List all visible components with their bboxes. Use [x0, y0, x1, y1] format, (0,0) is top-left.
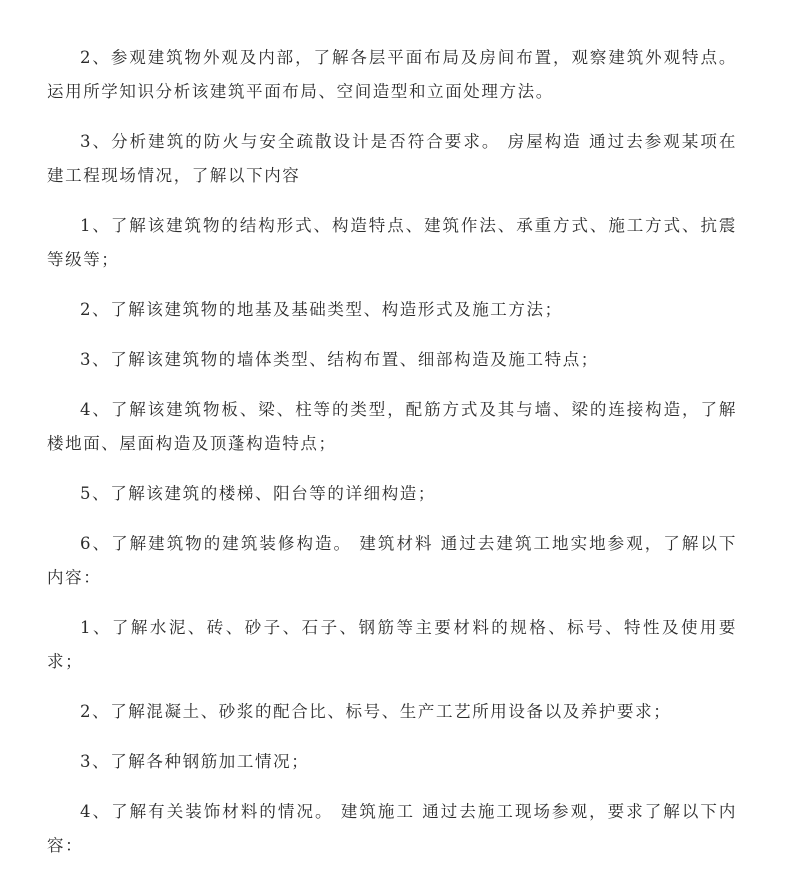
paragraph: 3、了解各种钢筋加工情况； — [80, 752, 310, 771]
paragraph: 6、了解建筑物的建筑装修构造。 建筑材料 通过去建筑工地实地参观，了解以下内容： — [47, 534, 737, 587]
paragraph: 1、了解水泥、砖、砂子、石子、钢筋等主要材料的规格、标号、特性及使用要求； — [47, 618, 737, 671]
paragraph: 3、了解该建筑物的墙体类型、结构布置、细部构造及施工特点； — [80, 350, 599, 369]
paragraph: 2、参观建筑物外观及内部，了解各层平面布局及房间布置，观察建筑外观特点。运用所学知识分析该建筑平面布局、空间造型和立面处理方法。 — [47, 48, 737, 101]
paragraph: 2、了解该建筑物的地基及基础类型、构造形式及施工方法； — [80, 300, 563, 319]
document-body — [47, 41, 737, 863]
paragraph: 1、了解该建筑物的结构形式、构造特点、建筑作法、承重方式、施工方式、抗震等级等； — [47, 216, 737, 269]
paragraph: 4、了解该建筑物板、梁、柱等的类型，配筋方式及其与墙、梁的连接构造，了解楼地面、屋面构造及顶蓬构造特点； — [47, 400, 737, 453]
paragraph: 2、了解混凝土、砂浆的配合比、标号、生产工艺所用设备以及养护要求； — [80, 702, 672, 721]
paragraph: 3、分析建筑的防火与安全疏散设计是否符合要求。 房屋构造 通过去参观某项在建工程现场情况，了解以下内容 — [47, 132, 737, 185]
paragraph: 4、了解有关装饰材料的情况。 建筑施工 通过去施工现场参观，要求了解以下内容： — [47, 802, 737, 855]
paragraph: 5、了解该建筑的楼梯、阳台等的详细构造； — [80, 484, 436, 503]
